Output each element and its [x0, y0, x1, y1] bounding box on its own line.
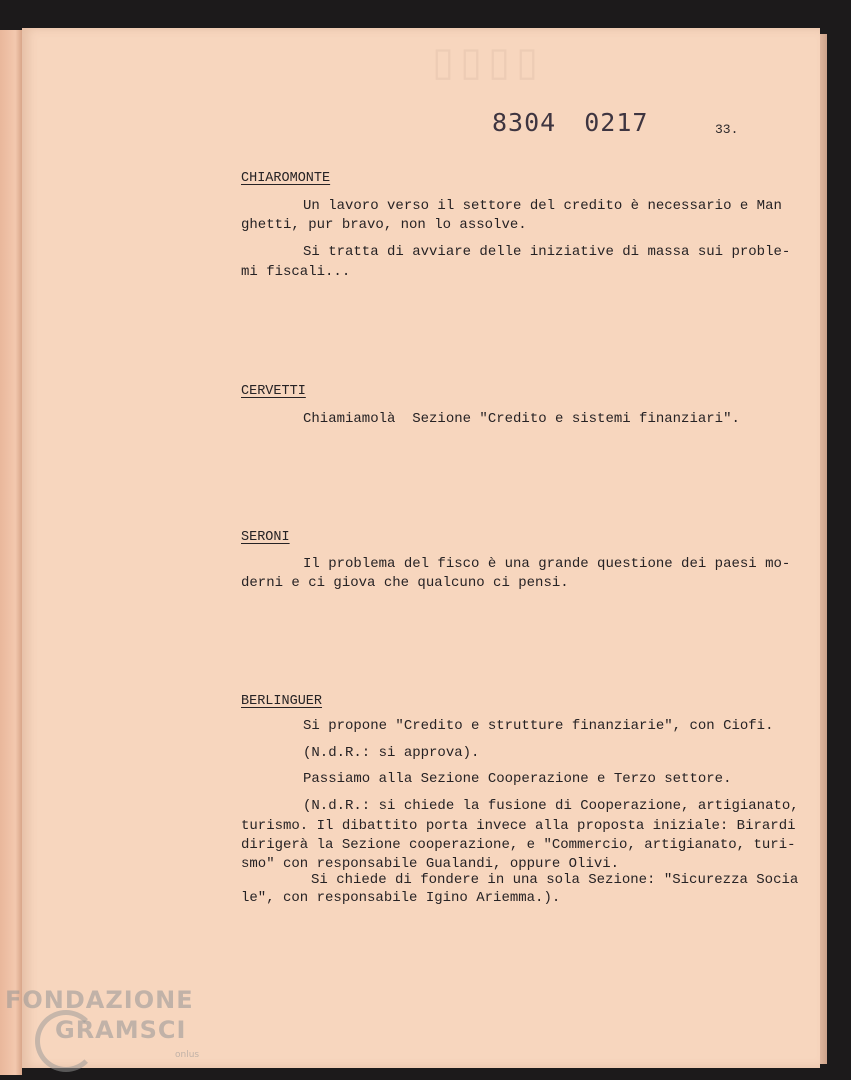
watermark-line-3: onlus: [175, 1050, 200, 1060]
text-line: Chiamiamolà Sezione "Credito e sistemi finanziari".: [303, 411, 740, 427]
bleed-through-text: ▯▯▯▯: [432, 39, 545, 84]
facing-page-edge: [0, 30, 22, 1075]
text-line: Il problema del fisco è una grande questione dei paesi mo-: [303, 556, 791, 572]
text-line: turismo. Il dibattito porta invece alla proposta iniziale: Birardi: [241, 818, 796, 834]
document-page: [22, 28, 820, 1068]
stamp-number-2: 0217: [584, 108, 649, 137]
speaker-name: CERVETTI: [241, 384, 306, 399]
text-line: derni e ci giova che qualcuno ci pensi.: [241, 575, 569, 591]
text-line: Un lavoro verso il settore del credito è necessario e Man: [303, 198, 782, 214]
text-line: dirigerà la Sezione cooperazione, e "Commercio, artigianato, turi-: [241, 837, 796, 853]
text-line: Si chiede di fondere in una sola Sezione: "Sicurezza Socia: [311, 872, 799, 888]
text-line: (N.d.R.: si chiede la fusione di Cooperazione, artigianato,: [303, 798, 799, 814]
speaker-name: SERONI: [241, 530, 290, 545]
speaker-name: BERLINGUER: [241, 694, 323, 709]
watermark-line-2: GRAMSCI: [55, 1016, 187, 1044]
archive-stamp: [492, 108, 648, 137]
text-line: ghetti, pur bravo, non lo assolve.: [241, 217, 527, 233]
text-line: Si tratta di avviare delle iniziative di massa sui proble-: [303, 244, 791, 260]
text-line: le", con responsabile Igino Ariemma.).: [241, 890, 561, 906]
text-line: (N.d.R.: si approva).: [303, 745, 480, 761]
watermark-line-1: FONDAZIONE: [5, 986, 194, 1014]
stamp-number-1: 8304: [492, 108, 557, 137]
text-line: smo" con responsabile Gualandi, oppure Olivi.: [241, 856, 620, 872]
page-number: 33.: [715, 122, 739, 137]
text-line: mi fiscali...: [241, 264, 351, 280]
text-line: Si propone "Credito e strutture finanziarie", con Ciofi.: [303, 718, 774, 734]
text-line: Passiamo alla Sezione Cooperazione e Terzo settore.: [303, 771, 732, 787]
speaker-name: CHIAROMONTE: [241, 171, 331, 186]
